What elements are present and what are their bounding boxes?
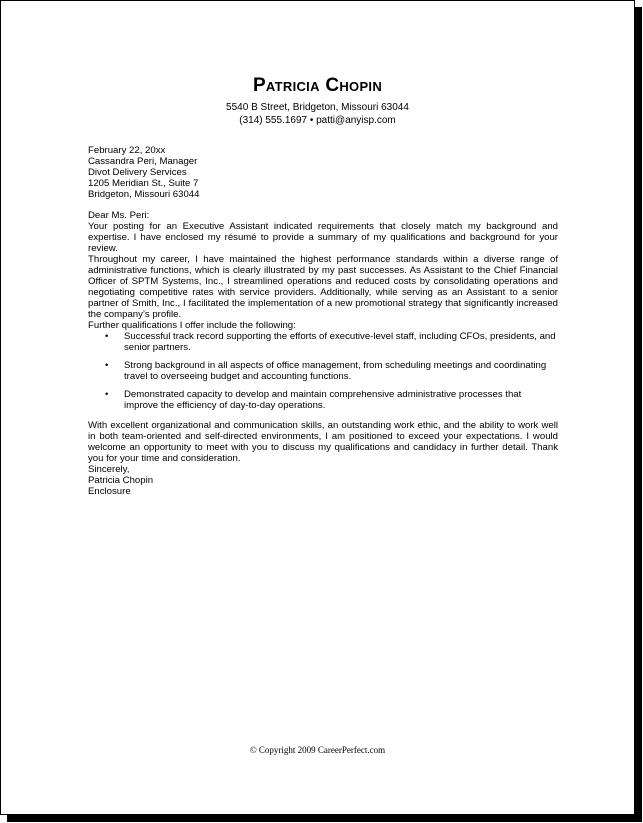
sender-address: 5540 B Street, Bridgeton, Missouri 63044: [226, 102, 409, 113]
recipient-line: Divot Delivery Services: [88, 167, 187, 178]
copyright-footer: © Copyright 2009 CareerPerfect.com: [249, 745, 386, 755]
sender-name: Patricia Chopin: [252, 75, 383, 96]
bullet-icon: •: [105, 331, 109, 342]
letter-body: [88, 145, 558, 497]
bullet-icon: •: [105, 389, 109, 400]
list-item-text: Demonstrated capacity to develop and maintain comprehensive administrative processes that improve the efficiency of day-to-day operations.: [124, 389, 522, 411]
salutation: Dear Ms. Peri:: [88, 210, 150, 221]
sender-phone-email: (314) 555.1697 • patti@anyisp.com: [239, 115, 396, 126]
letter-date: February 22, 20xx: [88, 145, 166, 156]
qualifications-list: [88, 331, 558, 411]
paragraph-closing: With excellent organizational and communication skills, an outstanding work ethic, and the ability to work well in both team-oriented and self-directed environments, I am positioned to exceed your expectations. I would welcome an opportunity to meet with you to discuss my qualifications and candidacy in further detail. Thank you for your time and consideration.: [88, 420, 558, 464]
list-item: [88, 360, 558, 382]
list-item-text: Strong background in all aspects of office management, from scheduling meetings and coordinating travel to overseeing budget and accounting functions.: [124, 360, 547, 382]
enclosure-note: Enclosure: [88, 486, 131, 497]
paragraph-career: Throughout my career, I have maintained the highest performance standards within a diverse range of administrative functions, which is clearly illustrated by my past successes. As Assistant to the Chief Financial Officer of SPTM Systems, Inc., I streamlined operations and reduced costs by consolidating operations and negotiating competitive rates with service providers. Additionally, while serving as an Assistant to a senior partner of Smith, Inc., I facilitated the implementation of a new promotional strategy that significantly increased the company’s profile.: [88, 254, 558, 320]
list-item: [88, 389, 558, 411]
closing: Sincerely,: [88, 464, 130, 475]
recipient-line: Bridgeton, Missouri 63044: [88, 189, 200, 200]
recipient-line: Cassandra Peri, Manager: [88, 156, 198, 167]
bullet-icon: •: [105, 360, 109, 371]
paragraph-qualifications-intro: Further qualifications I offer include the following:: [88, 320, 296, 331]
list-item-text: Successful track record supporting the efforts of executive-level staff, including CFOs, presidents, and senior partners.: [124, 331, 556, 353]
list-item: [88, 331, 558, 353]
paragraph-intro: Your posting for an Executive Assistant indicated requirements that closely match my background and expertise. I have enclosed my résumé to provide a summary of my qualifications and background for your review.: [88, 221, 558, 254]
recipient-address-block: [88, 156, 558, 200]
letterhead: [1, 75, 634, 127]
signer-name: Patricia Chopin: [88, 475, 154, 486]
recipient-line: 1205 Meridian St., Suite 7: [88, 178, 199, 189]
